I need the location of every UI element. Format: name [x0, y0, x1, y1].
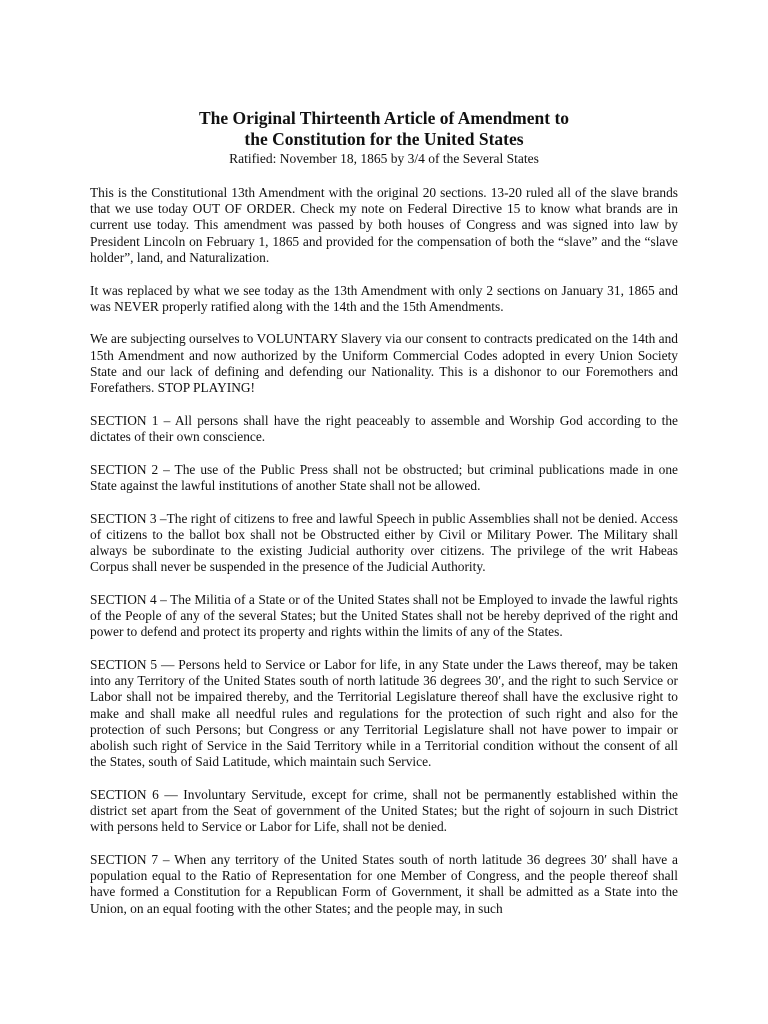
section-7: SECTION 7 – When any territory of the United States south of north latitude 36 degrees 30′ shall have a population equal to the Ratio of Representation for one Member of Congress, and the people thereof shall have formed a Constitution for a Republican Form of Government, it shall be admitted as a State into the Union, on an equal footing with the other States; and the people may, in such [90, 852, 678, 916]
section-3: SECTION 3 –The right of citizens to free and lawful Speech in public Assemblies shall not be denied. Access of citizens to the ballot box shall not be Obstructed either by Civil or Military Power. The Military shall always be subordinate to the existing Judicial authority over citizens. The privilege of the writ Habeas Corpus shall never be suspended in the presence of the Judicial Authority. [90, 510, 678, 575]
document-title [90, 108, 678, 150]
document-page [90, 108, 678, 933]
section-5: SECTION 5 — Persons held to Service or Labor for life, in any State under the Laws thereof, may be taken into any Territory of the United States south of north latitude 36 degrees 30′, and the right to such Service or Labor shall not be impaired thereby, and the Territorial Legislature thereof shall have the exclusive right to make and shall make all needful rules and regulations for the protection of such right and also for the protection of such Persons; but Congress or any Territorial Legislature shall not have power to impair or abolish such right of Service in the Said Territory while in a Territorial condition without the consent of all the States, south of Said Latitude, which maintain such Service. [90, 656, 678, 770]
title-line-1: The Original Thirteenth Article of Amendment to [198, 108, 570, 128]
title-line-2: the Constitution for the United States [244, 129, 524, 149]
section-2: SECTION 2 – The use of the Public Press shall not be obstructed; but criminal publications made in one State against the lawful institutions of another State shall not be allowed. [90, 461, 678, 493]
section-4: SECTION 4 – The Militia of a State or of the United States shall not be Employed to invade the lawful rights of the People of any of the several States; but the United States shall not be hereby deprived of the right and power to defend and protect its property and rights within the limits of any of the States. [90, 591, 678, 640]
section-1: SECTION 1 – All persons shall have the right peaceably to assemble and Worship God according to the dictates of their own conscience. [90, 412, 678, 444]
ratification-subtitle: Ratified: November 18, 1865 by 3/4 of the Several States [229, 151, 539, 166]
intro-paragraph-3: We are subjecting ourselves to VOLUNTARY Slavery via our consent to contracts predicated on the 14th and 15th Amendment and now authorized by the Uniform Commercial Codes adopted in every Union Society State and our lack of defining and defending our Nationality. This is a dishonor to our Foremothers and Forefathers. STOP PLAYING! [90, 331, 678, 396]
intro-paragraph-1: This is the Constitutional 13th Amendment with the original 20 sections. 13-20 ruled all of the slave brands that we use today OUT OF ORDER. Check my note on Federal Directive 15 to know what brands are in current use today. This amendment was passed by both houses of Congress and was signed into law by President Lincoln on February 1, 1865 and provided for the compensation of both the “slave” and the “slave holder”, land, and Naturalization. [90, 185, 678, 265]
section-6: SECTION 6 — Involuntary Servitude, except for crime, shall not be permanently established within the district set apart from the Seat of government of the United States; but the right of sojourn in such District with persons held to Service or Labor for Life, shall not be denied. [90, 786, 678, 835]
intro-paragraph-2: It was replaced by what we see today as the 13th Amendment with only 2 sections on January 31, 1865 and was NEVER properly ratified along with the 14th and the 15th Amendments. [90, 282, 678, 314]
